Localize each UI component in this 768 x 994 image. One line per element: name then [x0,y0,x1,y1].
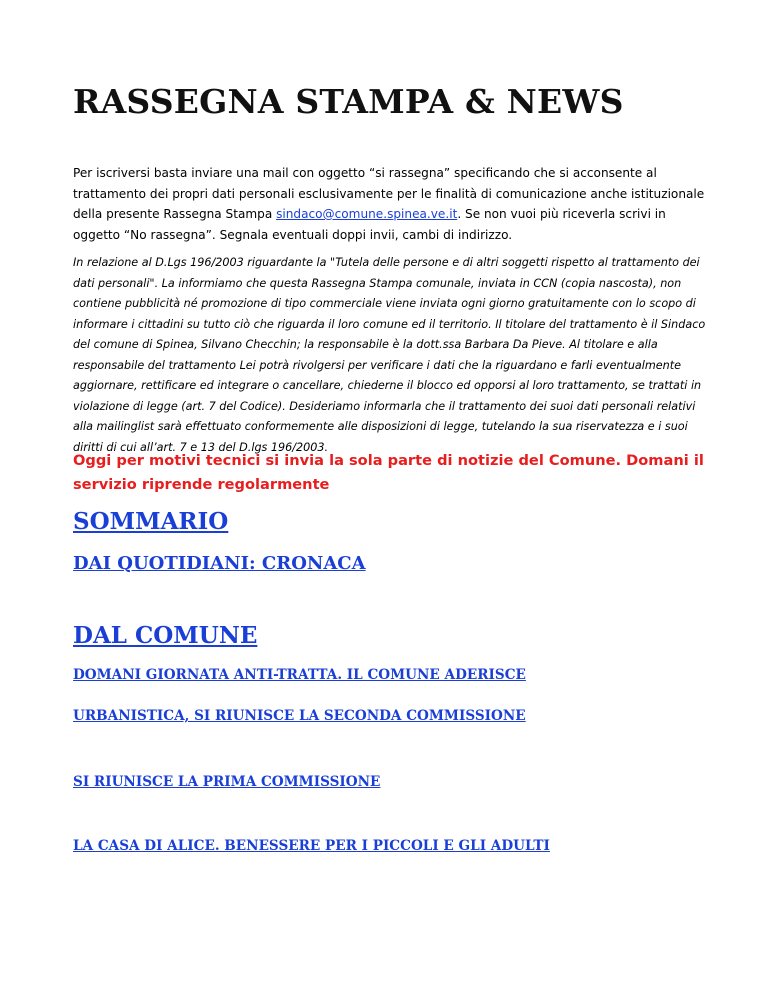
toc-quotidiani-cronaca-link[interactable]: DAI QUOTIDIANI: CRONACA [73,553,366,574]
subscription-text: Per iscriversi basta inviare una mail con oggetto “si rassegna” specificando che si acconsente al trattamento dei propri dati personali esclusivamente per le finalità di comunicazione anche istituzionale della presente Rassegna Stampa [73,166,705,221]
toc-item-link[interactable]: URBANISTICA, SI RIUNISCE LA SECONDA COMMISSIONE [73,708,526,724]
privacy-notice: In relazione al D.Lgs 196/2003 riguardante la "Tutela delle persone e di altri soggetti rispetto al trattamento dei dati personali". La informiamo che questa Rassegna Stampa comunale, inviata in CCN (copia nascosta), non contiene pubblicità né promozione di tipo commerciale viene inviata ogni giorno gratuitamente con lo scopo di informare i cittadini su tutto ciò che riguarda il loro comune ed il territorio. Il titolare del trattamento è il Sindaco del comune di Spinea, Silvano Checchin; la responsabile è la dott.ssa Barbara Da Pieve. Al titolare e alla responsabile del trattamento Lei potrà rivolgersi per verificare i dati che la riguardano e farli eventualmente aggiornare, rettificare ed integrare o cancellare, chiederne il blocco ed opporsi al loro trattamento, se trattati in violazione di legge (art. 7 del Codice). Desideriamo informarla che il trattamento dei suoi dati personali relativi alla mailinglist sarà effettuato conformemente alle disposizioni di legge, tutelando la sua riservatezza e i suoi diritti di cui all’art. 7 e 13 del D.lgs 196/2003. [73,256,706,454]
alert-message: Oggi per motivi tecnici si invia la sola parte di notizie del Comune. Domani il servizio riprende regolarmente [73,452,704,493]
toc-sommario-link[interactable]: SOMMARIO [73,508,229,535]
page-title: RASSEGNA STAMPA & NEWS [73,82,624,121]
subscription-text-after: . Se non vuoi più riceverla scrivi in oggetto “No rassegna”. Segnala eventuali doppi invii, cambi di indirizzo. [73,207,666,242]
email-link[interactable]: sindaco@comune.spinea.ve.it [276,207,458,221]
toc-item-link[interactable]: SI RIUNISCE LA PRIMA COMMISSIONE [73,774,381,790]
toc-item-link[interactable]: LA CASA DI ALICE. BENESSERE PER I PICCOLI E GLI ADULTI [73,838,550,854]
toc-dal-comune-link[interactable]: DAL COMUNE [73,622,258,649]
subscription-info [73,163,713,245]
toc-item-link[interactable]: DOMANI GIORNATA ANTI-TRATTA. IL COMUNE ADERISCE [73,667,526,683]
